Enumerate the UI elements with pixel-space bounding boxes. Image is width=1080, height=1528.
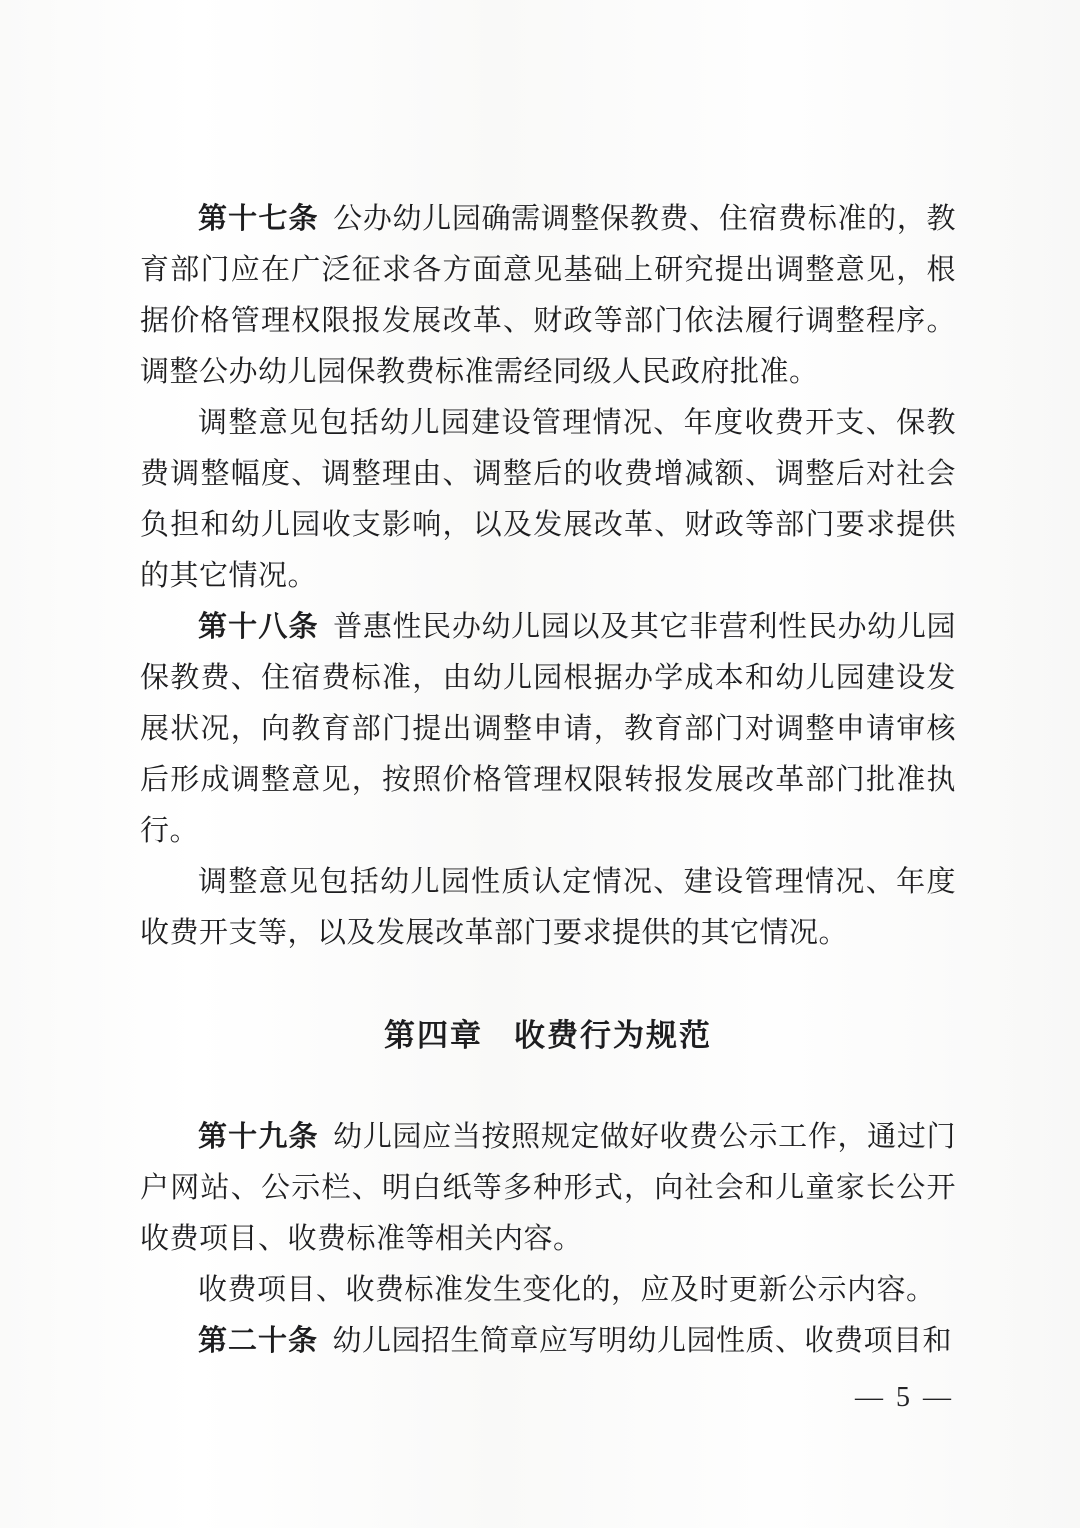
article-18-supplement-text: 调整意见包括幼儿园性质认定情况、建设管理情况、年度收费开支等，以及发展改革部门要求提供的其它情况。: [140, 866, 956, 949]
article-18-number: 第十八条: [198, 611, 319, 643]
article-19-supplement-text: 收费项目、收费标准发生变化的，应及时更新公示内容。: [198, 1274, 936, 1306]
article-20-number: 第二十条: [198, 1325, 319, 1357]
article-20-paragraph: [140, 1316, 956, 1367]
article-19-supplement-paragraph: [140, 1265, 956, 1316]
article-19-paragraph: [140, 1112, 956, 1265]
article-18-text: 普惠性民办幼儿园以及其它非营利性民办幼儿园保教费、住宿费标准，由幼儿园根据办学成本和幼儿园建设发展状况，向教育部门提出调整申请，教育部门对调整申请审核后形成调整意见，按照价格管理权限转报发展改革部门批准执行。: [140, 611, 956, 847]
article-19-number: 第十九条: [198, 1121, 319, 1153]
chapter-number: 第四章: [384, 1018, 483, 1053]
article-17-text: 公办幼儿园确需调整保教费、住宿费标准的，教育部门应在广泛征求各方面意见基础上研究提出调整意见，根据价格管理权限报发展改革、财政等部门依法履行调整程序。调整公办幼儿园保教费标准需经同级人民政府批准。: [140, 203, 956, 388]
article-17-supplement-paragraph: [140, 398, 956, 602]
article-17-number: 第十七条: [198, 203, 319, 235]
article-17-supplement-text: 调整意见包括幼儿园建设管理情况、年度收费开支、保教费调整幅度、调整理由、调整后的收费增减额、调整后对社会负担和幼儿园收支影响，以及发展改革、财政等部门要求提供的其它情况。: [140, 407, 956, 592]
article-18-supplement-paragraph: [140, 857, 956, 959]
article-18-paragraph: [140, 602, 956, 857]
article-17-paragraph: [140, 194, 956, 398]
article-19-text: 幼儿园应当按照规定做好收费公示工作，通过门户网站、公示栏、明白纸等多种形式，向社会和儿童家长公开收费项目、收费标准等相关内容。: [140, 1121, 956, 1255]
article-20-text: 幼儿园招生简章应写明幼儿园性质、收费项目和: [332, 1325, 953, 1357]
chapter-heading: [140, 1010, 956, 1061]
document-body: [140, 194, 956, 1367]
chapter-title: 收费行为规范: [514, 1018, 712, 1053]
page-number: — 5 —: [855, 1382, 954, 1413]
